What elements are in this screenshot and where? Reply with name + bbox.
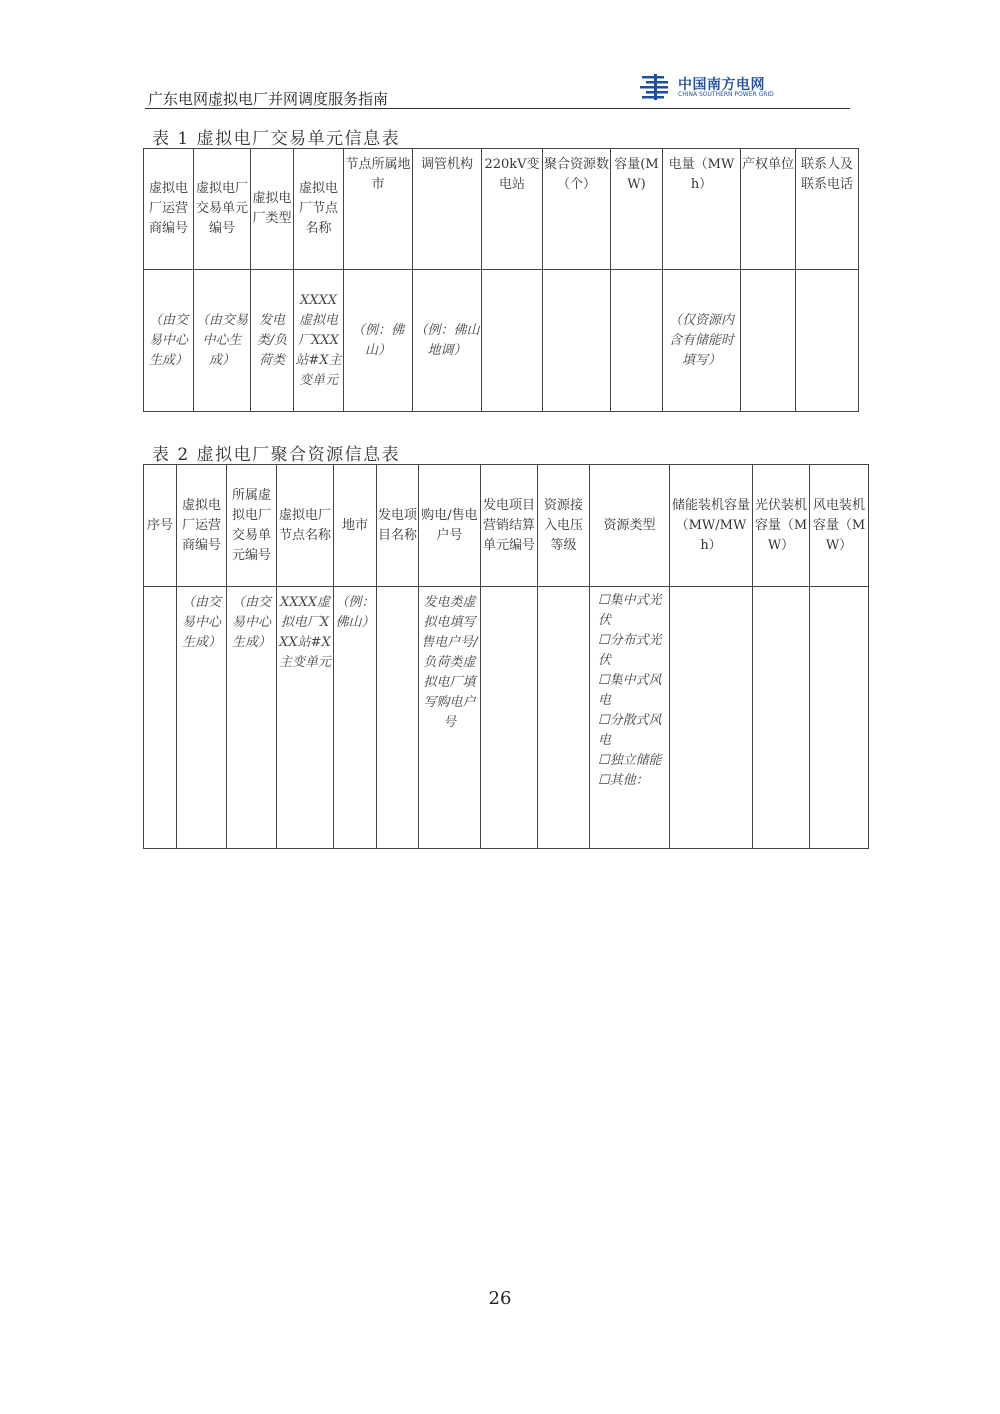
header-cell: 发电项目营销结算单元编号	[481, 465, 538, 587]
table-cell: （由交易中心生成）	[144, 270, 194, 412]
logo-text-cn: 中国南方电网	[678, 77, 765, 93]
table-cell	[482, 270, 543, 412]
resource-option: ☐独立储能	[598, 753, 662, 768]
table-header-row	[144, 149, 859, 270]
table-cell	[481, 587, 538, 849]
header-cell: 所属虚拟电厂交易单元编号	[227, 465, 277, 587]
table-cell: （仅资源内含有储能时填写）	[663, 270, 741, 412]
header-cell: 220kV变电站	[482, 149, 543, 270]
table-cell: （例：佛山）	[344, 270, 413, 412]
header-cell: 聚合资源数（个）	[543, 149, 611, 270]
header-cell: 光伏装机容量（MW）	[753, 465, 810, 587]
header-divider	[145, 108, 850, 109]
table1-caption: 表 1 虚拟电厂交易单元信息表	[152, 129, 401, 149]
table-cell: XXXX虚拟电厂XXX站#X主变单元	[294, 270, 344, 412]
header-cell: 节点所属地市	[344, 149, 413, 270]
table-row	[144, 587, 869, 849]
table-header-row	[144, 465, 869, 587]
table-cell: （例：佛山）	[334, 587, 377, 849]
resource-option: ☐集中式风电	[598, 673, 662, 708]
table-cell: （由交易中心生成）	[194, 270, 251, 412]
header-cell: 风电装机容量（MW）	[810, 465, 869, 587]
table-cell: （由交易中心生成）	[227, 587, 277, 849]
table-cell	[538, 587, 590, 849]
header-cell: 虚拟电厂节点名称	[277, 465, 334, 587]
header-cell: 虚拟电厂节点名称	[294, 149, 344, 270]
table-cell: （由交易中心生成）	[177, 587, 227, 849]
table-cell	[543, 270, 611, 412]
page-number: 26	[488, 1288, 512, 1309]
header-cell: 联系人及联系电话	[796, 149, 859, 270]
table-cell: XXXX虚拟电厂XXX站#X主变单元	[277, 587, 334, 849]
header-cell: 电量（MWh）	[663, 149, 741, 270]
resource-option: ☐其他：	[598, 773, 649, 788]
table-cell	[377, 587, 419, 849]
document-title: 广东电网虚拟电厂并网调度服务指南	[148, 90, 389, 108]
header-cell: 资源接入电压等级	[538, 465, 590, 587]
table-cell: 发电类虚拟电填写售电户号/负荷类虚拟电厂填写购电户号	[419, 587, 481, 849]
csg-logo	[640, 72, 790, 102]
table2-caption: 表 2 虚拟电厂聚合资源信息表	[152, 445, 401, 465]
header-cell: 容量(MW)	[611, 149, 663, 270]
header-cell: 发电项目名称	[377, 465, 419, 587]
resource-option: ☐分布式光伏	[598, 633, 662, 668]
header-cell: 虚拟电厂类型	[251, 149, 294, 270]
header-cell: 虚拟电厂交易单元编号	[194, 149, 251, 270]
header-cell: 地市	[334, 465, 377, 587]
table-cell	[741, 270, 796, 412]
header-cell: 调管机构	[413, 149, 482, 270]
table-cell: （例：佛山地调）	[413, 270, 482, 412]
header-cell: 序号	[144, 465, 177, 587]
header-cell: 产权单位	[741, 149, 796, 270]
resource-option: ☐分散式风电	[598, 713, 662, 748]
header-cell: 资源类型	[590, 465, 670, 587]
table-cell	[144, 587, 177, 849]
table-cell	[796, 270, 859, 412]
header-cell: 购电/售电户号	[419, 465, 481, 587]
table-cell	[611, 270, 663, 412]
header-cell: 虚拟电厂运营商编号	[177, 465, 227, 587]
table-cell	[753, 587, 810, 849]
csg-emblem-icon	[640, 72, 676, 102]
resource-option: ☐集中式光伏	[598, 593, 662, 628]
header-cell: 虚拟电厂运营商编号	[144, 149, 194, 270]
header-cell: 储能装机容量（MW/MWh）	[670, 465, 753, 587]
vpp-trading-unit-table	[143, 148, 859, 412]
table-cell	[810, 587, 869, 849]
logo-text-en: CHINA SOUTHERN POWER GRID	[678, 91, 774, 98]
vpp-aggregated-resource-table	[143, 464, 869, 849]
table-row	[144, 270, 859, 412]
table-cell	[670, 587, 753, 849]
resource-type-options	[590, 587, 670, 849]
table-cell: 发电类/负荷类	[251, 270, 294, 412]
